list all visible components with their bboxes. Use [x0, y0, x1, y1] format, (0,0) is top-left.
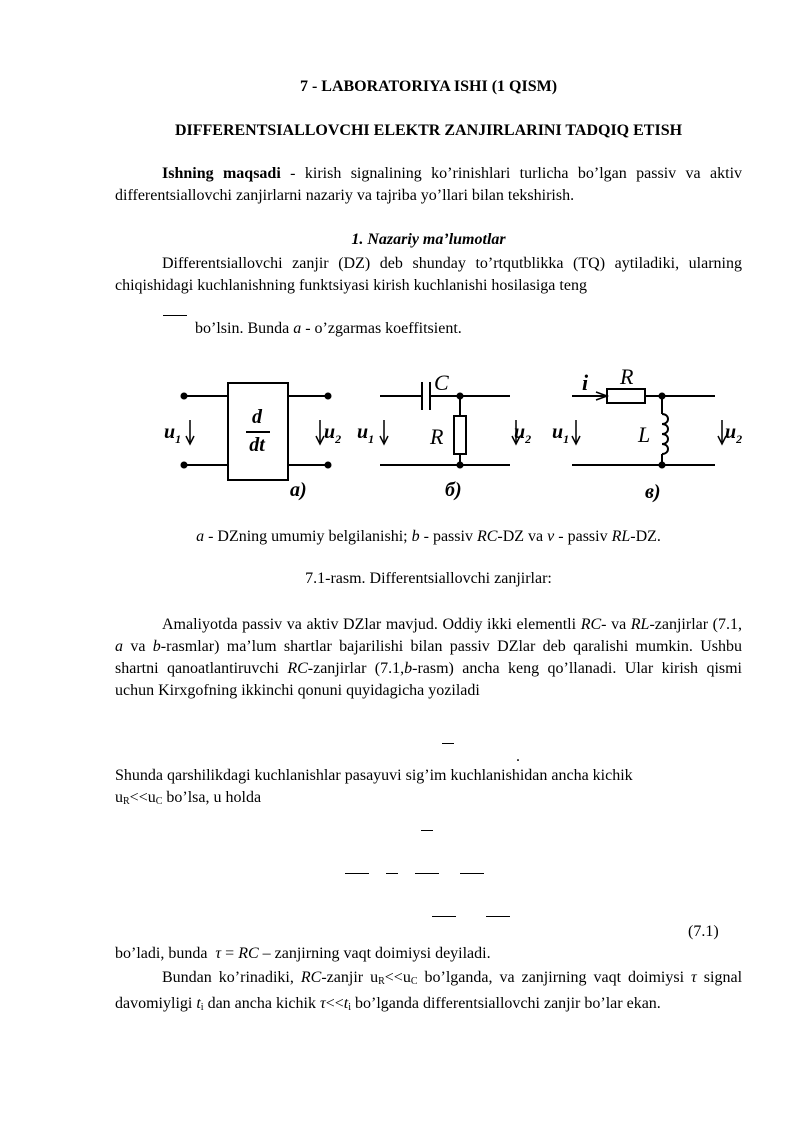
practice-paragraph: Amaliyotda passiv va aktiv DZlar mavjud. Oddiy ikki elementli RC- va RL-zanjirlar (7.1, a va b-rasmlar) ma’lum shartlar bajarilishi bilan passiv DZlar deb qaralishi mumkin. Ushbu shartni qanoatlantiruvchi RC-zanjirlar (7.1,b-rasm) ancha keng qo’llanadi. Ular kirish qismi uchun Kirxgofning ikkinchi qonuni quyidagicha yoziladi [115, 616, 743, 699]
circuit-rc [380, 382, 520, 468]
eq-line [345, 873, 369, 874]
label-C: C [434, 370, 449, 395]
label-u2-a: $u_2$ [324, 421, 342, 446]
theory-paragraph-end: bo’lsin. Bunda a - o’zgarmas koeffitsient. [195, 320, 462, 337]
label-i: i [582, 370, 589, 395]
conclusion-paragraph: Bundan ko’rinadiki, RC-zanjir $u_R<<u_C$ bo’lganda, va zanjirning vaqt doimiysi τ signal davomiyligi $t_i$ dan ancha kichik $\tau<<t_i$ bo’lganda differentsiallovchi zanjir bo’lar ekan. [115, 969, 743, 1013]
label-fig-b: б) [445, 479, 462, 501]
label-fig-a: а) [290, 479, 307, 501]
label-u2-v: $u_2$ [725, 421, 743, 446]
label-u1-a: $u_1$ [164, 421, 182, 446]
label-dt: dt [249, 434, 265, 456]
eq-line [486, 916, 510, 917]
label-d: d [252, 406, 262, 428]
figure-caption: a - DZning umumiy belgilanishi; b - passiv RC-DZ va v - passiv RL-DZ. [196, 528, 661, 545]
purpose-text: - kirish signalining ko’rinishlari turlicha bo’lgan passiv va aktiv differentsiallovchi zanjirlarni nazariy va tajriba yo’llari bilan tekshirish. [115, 165, 743, 204]
equation-number: (7.1) [688, 923, 719, 940]
eq-line [386, 873, 398, 874]
eq-line [415, 873, 439, 874]
section-heading: 1. Nazariy ma’lumotlar [351, 231, 506, 248]
circuit-figure [160, 368, 760, 508]
label-R-v: R [620, 368, 634, 389]
purpose-label: Ishning maqsadi [162, 165, 281, 182]
condition-line: Shunda qarshilikdagi kuchlanishlar pasayuvi sig’im kuchlanishidan ancha kichik [115, 767, 633, 784]
label-u1-v: $u_1$ [552, 421, 570, 446]
eq-line [460, 873, 484, 874]
purpose-paragraph [115, 163, 742, 207]
eq-line [442, 743, 454, 744]
tau-definition: bo’ladi, bunda τ = RC – zanjirning vaqt doimiysi deyiladi. [115, 945, 491, 962]
circuit-general [182, 383, 331, 480]
formula-placeholder-line [163, 315, 187, 316]
equation-dot: . [516, 748, 520, 765]
label-L: L [638, 422, 651, 447]
lab-subtitle: DIFFERENTSIALLOVCHI ELEKTR ZANJIRLARINI TADQIQ ETISH [174, 122, 683, 139]
condition-line-2: $u_R<<u_C$ bo’lsa, u holda [115, 789, 262, 807]
eq-line [421, 830, 433, 831]
label-fig-v: в) [645, 481, 661, 503]
label-u1-b: $u_1$ [357, 421, 375, 446]
figure-title: 7.1-rasm. Differentsiallovchi zanjirlar: [305, 570, 552, 587]
lab-title: 7 - LABORATORIYA ISHI (1 QISM) [299, 78, 558, 95]
eq-line [432, 916, 456, 917]
label-R-b: R [430, 424, 444, 449]
theory-paragraph: Differentsiallovchi zanjir (DZ) deb shunday to’rtqutblikka (TQ) aytiladiki, ularning chiqishidagi kuchlanishning funktsiyasi kirish kuchlanishi hosilasiga teng [115, 255, 742, 294]
label-u2-b: $u_2$ [514, 421, 532, 446]
